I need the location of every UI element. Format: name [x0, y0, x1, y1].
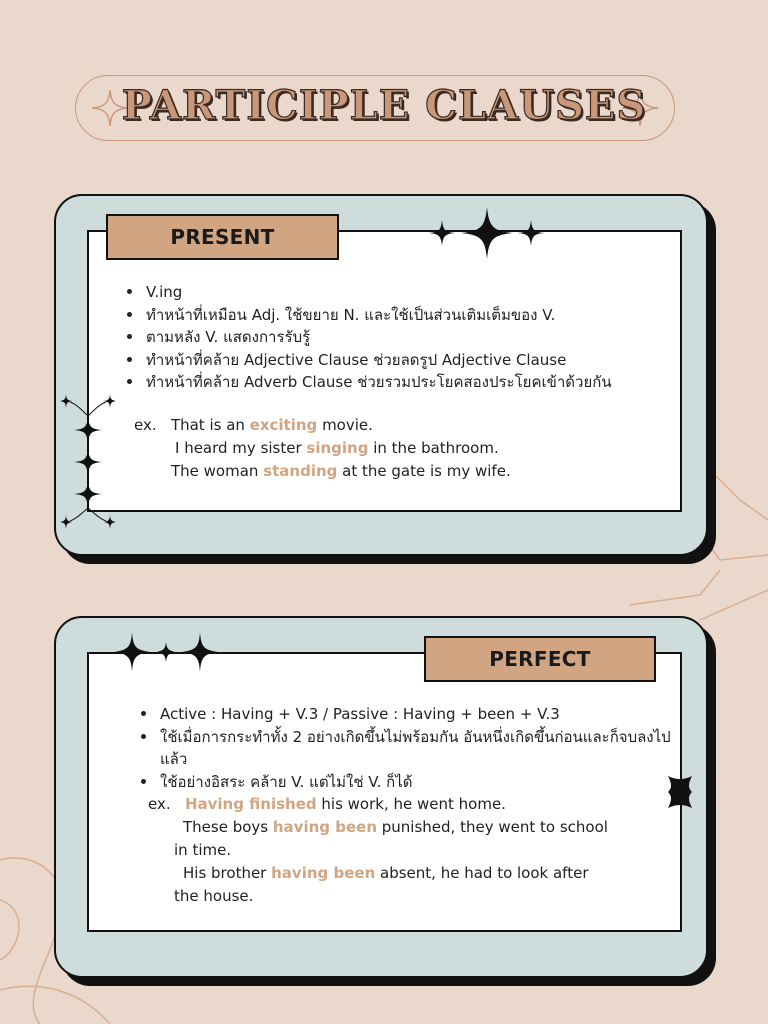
- stars-icon: [112, 630, 222, 676]
- perfect-bullet-list: [140, 703, 678, 793]
- example-text: the house.: [174, 887, 254, 905]
- example-text: absent, he had to look after: [375, 864, 589, 882]
- list-item: • ทำหน้าที่คล้าย Adverb Clause ช่วยรวมประโยคสองประโยคเข้าด้วยกัน: [144, 371, 654, 394]
- list-item: • ทำหน้าที่คล้าย Adjective Clause ช่วยลดรูป Adjective Clause: [144, 349, 654, 372]
- example-text: movie.: [317, 416, 373, 434]
- example-prefix: ex.: [134, 416, 157, 434]
- present-bullet-list: [126, 281, 654, 394]
- stars-icon: [425, 205, 550, 265]
- example-text: in time.: [174, 841, 232, 859]
- example-text: at the gate is my wife.: [337, 462, 511, 480]
- example-text: The woman: [171, 462, 264, 480]
- list-item: • V.ing: [144, 281, 654, 304]
- present-examples: [134, 414, 511, 483]
- highlight-word: exciting: [249, 416, 318, 434]
- list-item: • Active : Having + V.3 / Passive : Having + been + V.3: [158, 703, 678, 726]
- perfect-label: PERFECT: [424, 636, 656, 682]
- stars-vertical-icon: [56, 392, 120, 532]
- example-text: his work, he went home.: [316, 795, 506, 813]
- present-label: PRESENT: [106, 214, 339, 260]
- example-prefix: ex.: [148, 795, 171, 813]
- list-item: • ใช้เมื่อการกระทำทั้ง 2 อย่างเกิดขึ้นไม่พร้อมกัน อันหนึ่งเกิดขึ้นก่อนและก็จบลงไปแล้ว: [158, 726, 678, 771]
- example-text: That is an: [170, 416, 250, 434]
- list-item: • ใช้อย่างอิสระ คล้าย V. แต่ไม่ใช่ V. ก็ได้: [158, 771, 678, 794]
- highlight-word: having been: [272, 818, 377, 836]
- example-text: His brother: [183, 864, 272, 882]
- example-text: in the bathroom.: [368, 439, 499, 457]
- highlight-word: standing: [263, 462, 338, 480]
- example-text: These boys: [183, 818, 273, 836]
- list-item: • ทำหน้าที่เหมือน Adj. ใช้ขยาย N. และใช้เป็นส่วนเติมเต็มของ V.: [144, 304, 654, 327]
- perfect-examples: [148, 793, 608, 908]
- page-title: PARTICIPLE CLAUSES: [121, 82, 647, 129]
- highlight-word: singing: [306, 439, 369, 457]
- example-text: punished, they went to school: [377, 818, 608, 836]
- list-item: • ตามหลัง V. แสดงการรับรู้: [144, 326, 654, 349]
- highlight-word: Having finished: [184, 795, 317, 813]
- example-text: I heard my sister: [175, 439, 307, 457]
- highlight-word: having been: [271, 864, 376, 882]
